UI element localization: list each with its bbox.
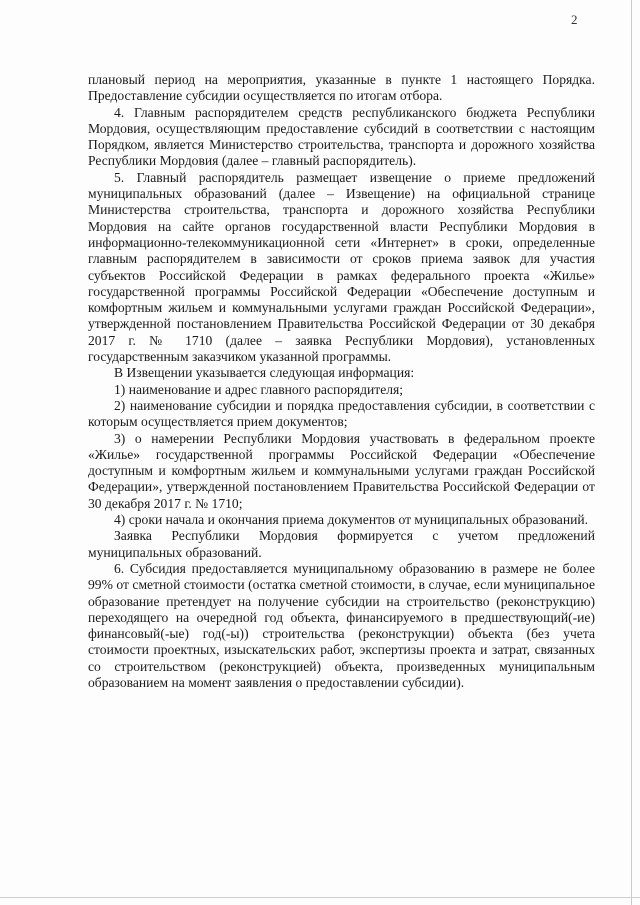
- notice-item-4: 4) сроки начала и окончания приема документов от муниципальных образований.: [114, 512, 589, 528]
- notice-item-3: 3) о намерении Республики Мордовия участвовать в федеральном проекте «Жилье» государственной программы Российской Федерации «Обеспечение доступным и комфортным жильем и коммунальными услугами граждан Российской Федерации», утвержденной постановлением Правительства Российской Федерации от 30 декабря 2017 г. № 1710;: [88, 430, 595, 511]
- paragraph-item-4: 4. Главным распорядителем средств республиканского бюджета Республики Мордовия, осуществляющим предоставление субсидий в соответствии с настоящим Порядком, является Министерство строительства, транспорта и дорожного хозяйства Республики Мордовия (далее – главный распорядитель).: [88, 104, 595, 169]
- scan-edge-bottom: [0, 897, 640, 898]
- paragraph-continuation: плановый период на мероприятия, указанные в пункте 1 настоящего Порядка. Предоставление субсидии осуществляется по итогам отбора.: [88, 72, 595, 104]
- scan-edge-right: [631, 0, 632, 905]
- paragraph-application: Заявка Республики Мордовия формируется с учетом предложений муниципальных образований.: [88, 528, 595, 560]
- notice-item-2: 2) наименование субсидии и порядка предоставления субсидии, в соответствии с которым осуществляется прием документов;: [88, 397, 595, 430]
- notice-item-1: 1) наименование и адрес главного распорядителя;: [114, 381, 404, 397]
- page-number: 2: [571, 12, 578, 27]
- paragraph-notice-intro: В Извещении указывается следующая информация:: [114, 365, 415, 381]
- paragraph-item-5: 5. Главный распорядитель размещает извещение о приеме предложений муниципальных образований (далее – Извещение) на официальной странице Министерства строительства, транспорта и дорожного хозяйства Республики Мордовия на сайте органов государственной власти Республики Мордовия в информационно-телекоммуникационной сети «Интернет» в сроки, определенные главным распорядителем в зависимости от сроков приема заявок для участия субъектов Российской Федерации в рамках федерального проекта «Жилье» государственной программы Российской Федерации «Обеспечение доступным и комфортным жильем и коммунальными услугами граждан Российской Федерации», утвержденной постановлением Правительства Российской Федерации от 30 декабря 2017 г. № 1710 (далее – заявка Республики Мордовия), установленных государственным заказчиком указанной программы.: [88, 169, 595, 365]
- paragraph-item-6: 6. Субсидия предоставляется муниципальному образованию в размере не более 99% от сметной стоимости (остатка сметной стоимости, в случае, если муниципальное образование претендует на получение субсидии на строительство (реконструкцию) переходящего на очередной год объекта, финансируемого в предшествующий(-ие) финансовый(-ые) год(-ы)) строительства (реконструкции) объекта (без учета стоимости проектных, изыскательских работ, экспертизы проекта и затрат, связанных со строительством (реконструкцией) объекта, произведенных муниципальным образованием на момент заявления о предоставлении субсидии).: [88, 560, 595, 690]
- document-body: [88, 72, 595, 691]
